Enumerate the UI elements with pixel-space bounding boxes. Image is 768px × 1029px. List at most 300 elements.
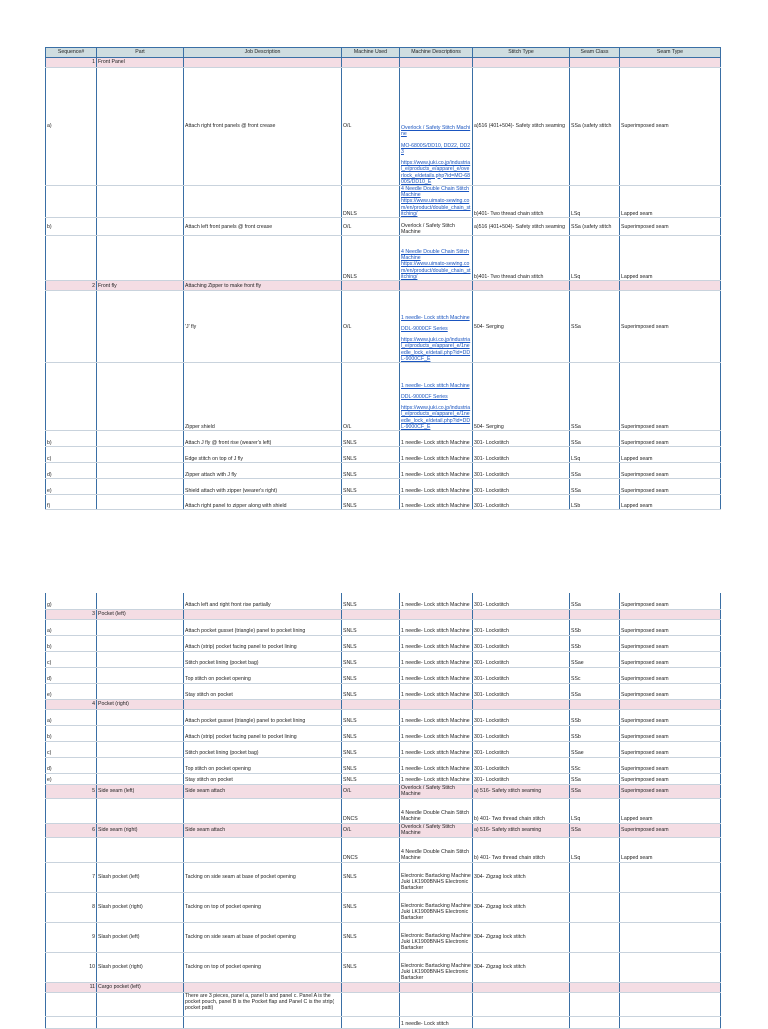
seam-class-cell: SSa bbox=[570, 363, 620, 431]
stitch-type-cell: 304- Zigzag lock stitch bbox=[473, 952, 570, 982]
seam-class-cell: LSq bbox=[570, 447, 620, 463]
machine-description-cell bbox=[400, 892, 473, 922]
machine-description-cell bbox=[400, 862, 473, 892]
job-description-cell: Tacking on side seam at base of pocket opening bbox=[184, 922, 342, 952]
part-cell bbox=[97, 479, 184, 495]
sequence-cell: 2 bbox=[46, 281, 97, 291]
job-description-cell: Shield attach with zipper (wearer's right) bbox=[184, 479, 342, 495]
machine-description-cell bbox=[400, 757, 473, 773]
machine-description-text: 1 needle- Lock stitch Machine bbox=[401, 734, 470, 741]
seam-class-cell: LSq bbox=[570, 236, 620, 281]
part-cell bbox=[97, 773, 184, 784]
part-cell bbox=[97, 757, 184, 773]
machine-used-cell: SNLS bbox=[342, 952, 400, 982]
job-description-cell: There are 3 pieces, panel a, panel b and panel c. Panel A is the pocket pouch, panel B is the Pocket flap and Panel C is the strip( pocket patti) bbox=[184, 992, 342, 1016]
seam-type-cell bbox=[620, 992, 721, 1016]
sequence-cell: 5 bbox=[46, 784, 97, 798]
stitch-type-cell: 301- Lockstitch bbox=[473, 683, 570, 699]
table-row bbox=[46, 635, 721, 651]
column-header: Stitch Type bbox=[473, 48, 570, 58]
machine-description-cell bbox=[400, 431, 473, 447]
table-row bbox=[46, 447, 721, 463]
table-body-page-1 bbox=[46, 48, 721, 510]
job-description-cell bbox=[184, 186, 342, 218]
machine-description-cell bbox=[400, 593, 473, 609]
job-description-cell bbox=[184, 58, 342, 68]
stitch-type-cell: b)401- Two thread chain stitch bbox=[473, 236, 570, 281]
machine-description-text: 1 needle- Lock stitch Machine bbox=[401, 502, 470, 509]
sequence-cell: b) bbox=[46, 218, 97, 236]
seam-type-cell: Superimposed seam bbox=[620, 218, 721, 236]
machine-description-cell bbox=[400, 281, 473, 291]
machine-description-cell bbox=[400, 651, 473, 667]
machine-used-cell: SNLS bbox=[342, 757, 400, 773]
table-row bbox=[46, 619, 721, 635]
machine-used-cell: SNLS bbox=[342, 922, 400, 952]
sequence-cell: 10 bbox=[46, 952, 97, 982]
seam-class-cell: SSae bbox=[570, 651, 620, 667]
seam-type-cell: Superimposed seam bbox=[620, 619, 721, 635]
stitch-type-cell: 504- Serging bbox=[473, 291, 570, 363]
machine-used-cell bbox=[342, 58, 400, 68]
seam-type-cell: Lapped seam bbox=[620, 798, 721, 823]
seam-class-cell: SSa bbox=[570, 479, 620, 495]
machine-used-cell bbox=[342, 982, 400, 992]
part-cell bbox=[97, 725, 184, 741]
seam-type-cell: Lapped seam bbox=[620, 495, 721, 510]
stitch-type-cell bbox=[473, 58, 570, 68]
seam-class-cell: SSa bbox=[570, 593, 620, 609]
part-cell bbox=[97, 431, 184, 447]
stitch-type-cell: b)401- Two thread chain stitch bbox=[473, 186, 570, 218]
stitch-type-cell: 301- Lockstitch bbox=[473, 667, 570, 683]
machine-used-cell: SNLS bbox=[342, 635, 400, 651]
stitch-type-cell: 304- Zigzag lock stitch bbox=[473, 922, 570, 952]
stitch-type-cell bbox=[473, 699, 570, 709]
sequence-cell bbox=[46, 363, 97, 431]
sequence-cell: e) bbox=[46, 683, 97, 699]
job-description-cell: Attach (strip) pocket facing panel to pocket lining bbox=[184, 725, 342, 741]
machine-description-text: Overlock / Safety Stitch Machine bbox=[401, 784, 455, 797]
sequence-cell: 3 bbox=[46, 609, 97, 619]
machine-link[interactable]: 4 Needle Double Chain Stitch Machine bbox=[401, 186, 470, 199]
job-description-cell: Attach pocket gusset (triangle) panel to pocket lining bbox=[184, 619, 342, 635]
operations-table-page-2 bbox=[45, 593, 721, 1029]
stitch-type-cell: 301- Lockstitch bbox=[473, 773, 570, 784]
part-cell: Front fly bbox=[97, 281, 184, 291]
machine-description-text: 1 needle- Lock stitch Machine bbox=[401, 487, 470, 494]
part-cell bbox=[97, 837, 184, 862]
machine-description-text: 4 Needle Double Chain Stitch Machine bbox=[401, 810, 470, 823]
table-row bbox=[46, 725, 721, 741]
seam-type-cell: Superimposed seam bbox=[620, 823, 721, 837]
machine-description-cell bbox=[400, 363, 473, 431]
machine-description-cell bbox=[400, 699, 473, 709]
machine-used-cell bbox=[342, 281, 400, 291]
seam-type-cell: Superimposed seam bbox=[620, 725, 721, 741]
seam-type-cell: Superimposed seam bbox=[620, 479, 721, 495]
sequence-cell: d) bbox=[46, 757, 97, 773]
sequence-cell bbox=[46, 236, 97, 281]
seam-class-cell: SSc bbox=[570, 667, 620, 683]
machine-used-cell: SNLS bbox=[342, 619, 400, 635]
machine-description-cell bbox=[400, 773, 473, 784]
stitch-type-cell: b) 401- Two thread chain stitch bbox=[473, 837, 570, 862]
stitch-type-cell: 301- Lockstitch bbox=[473, 741, 570, 757]
sequence-cell bbox=[46, 186, 97, 218]
job-description-cell: Attach J fly @ front rise (wearer's left) bbox=[184, 431, 342, 447]
machine-description-cell bbox=[400, 58, 473, 68]
job-description-cell: 'J' fly bbox=[184, 291, 342, 363]
table-row bbox=[46, 892, 721, 922]
seam-type-cell bbox=[620, 952, 721, 982]
column-header: Sequence# bbox=[46, 48, 97, 58]
stitch-type-cell: 301- Lockstitch bbox=[473, 757, 570, 773]
part-cell bbox=[97, 68, 184, 186]
seam-class-cell: SSa bbox=[570, 291, 620, 363]
sequence-cell: 9 bbox=[46, 922, 97, 952]
seam-class-cell: SSa bbox=[570, 773, 620, 784]
column-header: Machine Descriptions bbox=[400, 48, 473, 58]
job-description-cell bbox=[184, 236, 342, 281]
machine-description-cell bbox=[400, 784, 473, 798]
seam-type-cell: Superimposed seam bbox=[620, 784, 721, 798]
machine-link[interactable]: https://www.uimato-sewing.com/en/product/double_chain_stitching/ bbox=[401, 261, 471, 280]
seam-type-cell: Superimposed seam bbox=[620, 683, 721, 699]
part-cell bbox=[97, 667, 184, 683]
seam-type-cell: Lapped seam bbox=[620, 236, 721, 281]
seam-class-cell bbox=[570, 892, 620, 922]
machine-description-text: 1 needle- Lock stitch Machine bbox=[401, 676, 470, 683]
table-row bbox=[46, 218, 721, 236]
column-header: Seam Class bbox=[570, 48, 620, 58]
machine-description-cell bbox=[400, 837, 473, 862]
machine-description-text: 4 Needle Double Chain Stitch Machine bbox=[401, 849, 470, 862]
job-description-cell: Tacking on top of pocket opening bbox=[184, 892, 342, 922]
header-row bbox=[46, 48, 721, 58]
job-description-cell: Stay stitch on pocket bbox=[184, 773, 342, 784]
part-cell bbox=[97, 495, 184, 510]
stitch-type-cell: 301- Lockstitch bbox=[473, 619, 570, 635]
seam-class-cell: LSb bbox=[570, 495, 620, 510]
job-description-cell: Edge stitch on top of J fly bbox=[184, 447, 342, 463]
job-description-cell: Attach left and right front rise partially bbox=[184, 593, 342, 609]
table-row bbox=[46, 495, 721, 510]
stitch-type-cell: a)516 (401+504)- Safety stitch seaming bbox=[473, 218, 570, 236]
sequence-cell: e) bbox=[46, 773, 97, 784]
machine-used-cell: SNLS bbox=[342, 709, 400, 725]
column-header: Seam Type bbox=[620, 48, 721, 58]
machine-used-cell: O/L bbox=[342, 363, 400, 431]
sequence-cell: c) bbox=[46, 741, 97, 757]
seam-class-cell bbox=[570, 1016, 620, 1028]
machine-used-cell: SNLS bbox=[342, 479, 400, 495]
machine-description-cell bbox=[400, 463, 473, 479]
machine-link[interactable]: https://www.juki.co.jp/industrial_e/products_e/apparel_e/1needle_lock_e/detail.php?id=DDL-9000CF_E bbox=[401, 405, 471, 430]
stitch-type-cell: b) 401- Two thread chain stitch bbox=[473, 798, 570, 823]
job-description-cell: Stitch pocket lining (pocket bag) bbox=[184, 651, 342, 667]
machine-description-cell bbox=[400, 823, 473, 837]
seam-class-cell: SSa bbox=[570, 683, 620, 699]
part-cell: Pocket (left) bbox=[97, 609, 184, 619]
machine-used-cell: SNLS bbox=[342, 447, 400, 463]
job-description-cell bbox=[184, 1016, 342, 1028]
seam-class-cell: SSa (safety stitch bbox=[570, 218, 620, 236]
section-row bbox=[46, 58, 721, 68]
machine-description-cell bbox=[400, 741, 473, 757]
seam-class-cell bbox=[570, 952, 620, 982]
stitch-type-cell: 301- Lockstitch bbox=[473, 651, 570, 667]
table-row bbox=[46, 952, 721, 982]
table-row bbox=[46, 431, 721, 447]
machine-description-cell bbox=[400, 1016, 473, 1028]
part-cell bbox=[97, 186, 184, 218]
sequence-cell bbox=[46, 798, 97, 823]
seam-type-cell: Lapped seam bbox=[620, 447, 721, 463]
sequence-cell bbox=[46, 291, 97, 363]
seam-type-cell: Superimposed seam bbox=[620, 363, 721, 431]
machine-link[interactable]: DDL-9000CF Series bbox=[401, 326, 448, 332]
job-description-cell bbox=[184, 982, 342, 992]
operations-table-page-1 bbox=[45, 47, 721, 510]
machine-description-cell bbox=[400, 922, 473, 952]
machine-used-cell: DNLS bbox=[342, 186, 400, 218]
seam-class-cell: SSa bbox=[570, 784, 620, 798]
job-description-cell: Tacking on top of pocket opening bbox=[184, 952, 342, 982]
machine-link[interactable]: DDL-9000CF Series bbox=[401, 394, 448, 400]
machine-description-cell bbox=[400, 683, 473, 699]
seam-type-cell: Superimposed seam bbox=[620, 463, 721, 479]
seam-type-cell bbox=[620, 609, 721, 619]
job-description-cell: Attach left front panels @ front crease bbox=[184, 218, 342, 236]
table-row bbox=[46, 68, 721, 186]
stitch-type-cell: 304- Zigzag lock stitch bbox=[473, 862, 570, 892]
stitch-type-cell: 301- Lockstitch bbox=[473, 431, 570, 447]
machine-link[interactable]: MO-6800S/DD10, DD22, DD23 bbox=[401, 142, 471, 155]
machine-description-cell bbox=[400, 982, 473, 992]
table-row bbox=[46, 593, 721, 609]
machine-link[interactable]: https://www.juki.co.jp/industrial_e/products_e/apparel_e/1needle_lock_e/detail.php?id=DDL-9000CF_E bbox=[401, 337, 471, 362]
part-cell bbox=[97, 236, 184, 281]
machine-used-cell: SNLS bbox=[342, 773, 400, 784]
part-cell bbox=[97, 593, 184, 609]
machine-used-cell: O/L bbox=[342, 784, 400, 798]
table-body-page-2 bbox=[46, 593, 721, 1028]
machine-description-cell bbox=[400, 68, 473, 186]
seam-type-cell: Superimposed seam bbox=[620, 593, 721, 609]
job-description-cell: Attach pocket gusset (triangle) panel to pocket lining bbox=[184, 709, 342, 725]
section-row bbox=[46, 609, 721, 619]
job-description-cell: Attaching Zipper to make front fly bbox=[184, 281, 342, 291]
stitch-type-cell: 301- Lockstitch bbox=[473, 725, 570, 741]
job-description-cell: Top stitch on pocket opening bbox=[184, 667, 342, 683]
seam-type-cell: Superimposed seam bbox=[620, 68, 721, 186]
job-description-cell bbox=[184, 837, 342, 862]
machine-description-cell bbox=[400, 952, 473, 982]
seam-class-cell bbox=[570, 982, 620, 992]
machine-used-cell bbox=[342, 609, 400, 619]
job-description-cell: Stitch pocket lining (pocket bag) bbox=[184, 741, 342, 757]
sequence-cell: d) bbox=[46, 667, 97, 683]
job-description-cell: Stay stitch on pocket bbox=[184, 683, 342, 699]
table-row bbox=[46, 862, 721, 892]
part-cell bbox=[97, 363, 184, 431]
machine-link[interactable]: 1 needle- Lock stitch Machine bbox=[401, 382, 470, 389]
machine-description-cell bbox=[400, 992, 473, 1016]
part-cell: Side seam (right) bbox=[97, 823, 184, 837]
part-cell bbox=[97, 291, 184, 363]
seam-type-cell: Superimposed seam bbox=[620, 741, 721, 757]
seam-type-cell: Superimposed seam bbox=[620, 431, 721, 447]
machine-description-text: Overlock / Safety Stitch Machine bbox=[401, 222, 455, 235]
part-cell bbox=[97, 992, 184, 1016]
table-row bbox=[46, 992, 721, 1016]
stitch-type-cell: 304- Zigzag lock stitch bbox=[473, 892, 570, 922]
stitch-type-cell bbox=[473, 1016, 570, 1028]
machine-description-text: Electronic Bartacking Machine Juki LK1900BNHS Electronic Bartacker bbox=[401, 902, 471, 922]
machine-description-text: 1 needle- Lock stitch Machine bbox=[401, 660, 470, 667]
machine-description-text: 1 needle- Lock stitch Machine bbox=[401, 644, 470, 651]
machine-description-text: Electronic Bartacking Machine Juki LK1900BNHS Electronic Bartacker bbox=[401, 932, 471, 952]
seam-class-cell bbox=[570, 281, 620, 291]
seam-type-cell: Superimposed seam bbox=[620, 291, 721, 363]
seam-class-cell: SSc bbox=[570, 757, 620, 773]
job-description-cell bbox=[184, 609, 342, 619]
machine-used-cell: SNLS bbox=[342, 495, 400, 510]
stitch-type-cell bbox=[473, 609, 570, 619]
part-cell: Cargo pocket (left) bbox=[97, 982, 184, 992]
seam-type-cell: Superimposed seam bbox=[620, 651, 721, 667]
seam-class-cell: SSb bbox=[570, 619, 620, 635]
seam-class-cell bbox=[570, 699, 620, 709]
seam-class-cell: SSb bbox=[570, 709, 620, 725]
sequence-cell: g) bbox=[46, 593, 97, 609]
machine-used-cell: SNLS bbox=[342, 892, 400, 922]
seam-type-cell: Superimposed seam bbox=[620, 667, 721, 683]
machine-description-text: 1 needle- Lock stitch Machine bbox=[401, 718, 470, 725]
machine-link[interactable]: 1 needle- Lock stitch Machine bbox=[401, 314, 470, 321]
seam-type-cell: Superimposed seam bbox=[620, 773, 721, 784]
machine-link[interactable]: https://www.juki.co.jp/industrial_e/products_e/apparel_e/overlock_e/details.php?id=MO-6800S/DD10_E bbox=[401, 160, 471, 185]
seam-class-cell: SSae bbox=[570, 741, 620, 757]
machine-link[interactable]: 4 Needle Double Chain Stitch Machine bbox=[401, 249, 470, 262]
job-description-cell: Attach right panel to zipper along with shield bbox=[184, 495, 342, 510]
part-cell bbox=[97, 741, 184, 757]
seam-type-cell: Lapped seam bbox=[620, 837, 721, 862]
machine-description-text: 1 needle- Lock stitch Machine bbox=[401, 471, 470, 478]
table-row bbox=[46, 363, 721, 431]
seam-type-cell bbox=[620, 699, 721, 709]
table-row bbox=[46, 683, 721, 699]
machine-description-text: 1 needle- Lock stitch bbox=[401, 1021, 449, 1028]
sequence-cell: b) bbox=[46, 725, 97, 741]
machine-description-cell bbox=[400, 619, 473, 635]
sequence-cell: 11 bbox=[46, 982, 97, 992]
machine-used-cell: SNLS bbox=[342, 593, 400, 609]
machine-description-text: 1 needle- Lock stitch Machine bbox=[401, 692, 470, 699]
seam-class-cell: LSq bbox=[570, 798, 620, 823]
machine-description-cell bbox=[400, 725, 473, 741]
seam-class-cell bbox=[570, 609, 620, 619]
machine-used-cell: SNLS bbox=[342, 667, 400, 683]
job-description-cell bbox=[184, 798, 342, 823]
machine-used-cell: DNCS bbox=[342, 837, 400, 862]
part-cell: Slash pocket (right) bbox=[97, 892, 184, 922]
stitch-type-cell: 301- Lockstitch bbox=[473, 593, 570, 609]
seam-type-cell bbox=[620, 922, 721, 952]
machine-used-cell: SNLS bbox=[342, 862, 400, 892]
seam-type-cell bbox=[620, 892, 721, 922]
machine-description-cell bbox=[400, 236, 473, 281]
table-row bbox=[46, 1016, 721, 1028]
stitch-type-cell: 301- Lockstitch bbox=[473, 635, 570, 651]
machine-description-text: 1 needle- Lock stitch Machine bbox=[401, 628, 470, 635]
part-cell bbox=[97, 463, 184, 479]
table-row bbox=[46, 667, 721, 683]
part-cell: Side seam (left) bbox=[97, 784, 184, 798]
part-cell: Pocket (right) bbox=[97, 699, 184, 709]
stitch-type-cell bbox=[473, 982, 570, 992]
part-cell: Slash pocket (left) bbox=[97, 862, 184, 892]
table-row bbox=[46, 798, 721, 823]
section-row bbox=[46, 784, 721, 798]
machine-used-cell: DNCS bbox=[342, 798, 400, 823]
seam-type-cell bbox=[620, 1016, 721, 1028]
table-row bbox=[46, 773, 721, 784]
seam-class-cell: LSq bbox=[570, 837, 620, 862]
machine-link[interactable]: https://www.uimato-sewing.com/en/product/double_chain_stitching/ bbox=[401, 198, 471, 217]
stitch-type-cell: 301- Lockstitch bbox=[473, 495, 570, 510]
machine-description-text: Electronic Bartacking Machine Juki LK1900BNHS Electronic Bartacker bbox=[401, 872, 471, 892]
seam-class-cell: SSa bbox=[570, 431, 620, 447]
stitch-type-cell: 301- Lockstitch bbox=[473, 709, 570, 725]
seam-class-cell: SSa bbox=[570, 823, 620, 837]
machine-description-text: 1 needle- Lock stitch Machine bbox=[401, 439, 470, 446]
machine-link[interactable]: Overlock / Safety Stitch Machine bbox=[401, 125, 471, 138]
sequence-cell bbox=[46, 992, 97, 1016]
section-row bbox=[46, 699, 721, 709]
machine-used-cell: SNLS bbox=[342, 683, 400, 699]
sequence-cell: a) bbox=[46, 619, 97, 635]
seam-class-cell: SSb bbox=[570, 635, 620, 651]
part-cell bbox=[97, 447, 184, 463]
sequence-cell: a) bbox=[46, 709, 97, 725]
part-cell bbox=[97, 798, 184, 823]
seam-class-cell bbox=[570, 58, 620, 68]
table-row bbox=[46, 463, 721, 479]
seam-class-cell bbox=[570, 922, 620, 952]
machine-description-cell bbox=[400, 495, 473, 510]
part-cell bbox=[97, 1016, 184, 1028]
machine-description-text: Overlock / Safety Stitch Machine bbox=[401, 823, 455, 836]
sequence-cell: 8 bbox=[46, 892, 97, 922]
sequence-cell: a) bbox=[46, 68, 97, 186]
machine-used-cell bbox=[342, 699, 400, 709]
machine-description-text: 1 needle- Lock stitch Machine bbox=[401, 602, 470, 609]
table-row bbox=[46, 709, 721, 725]
sequence-cell bbox=[46, 837, 97, 862]
table-row bbox=[46, 922, 721, 952]
part-cell bbox=[97, 683, 184, 699]
machine-used-cell: SNLS bbox=[342, 651, 400, 667]
part-cell bbox=[97, 651, 184, 667]
machine-used-cell: O/L bbox=[342, 218, 400, 236]
part-cell bbox=[97, 709, 184, 725]
part-cell bbox=[97, 635, 184, 651]
machine-description-text: Electronic Bartacking Machine Juki LK1900BNHS Electronic Bartacker bbox=[401, 962, 471, 982]
machine-description-cell bbox=[400, 609, 473, 619]
job-description-cell: Side seam attach bbox=[184, 784, 342, 798]
